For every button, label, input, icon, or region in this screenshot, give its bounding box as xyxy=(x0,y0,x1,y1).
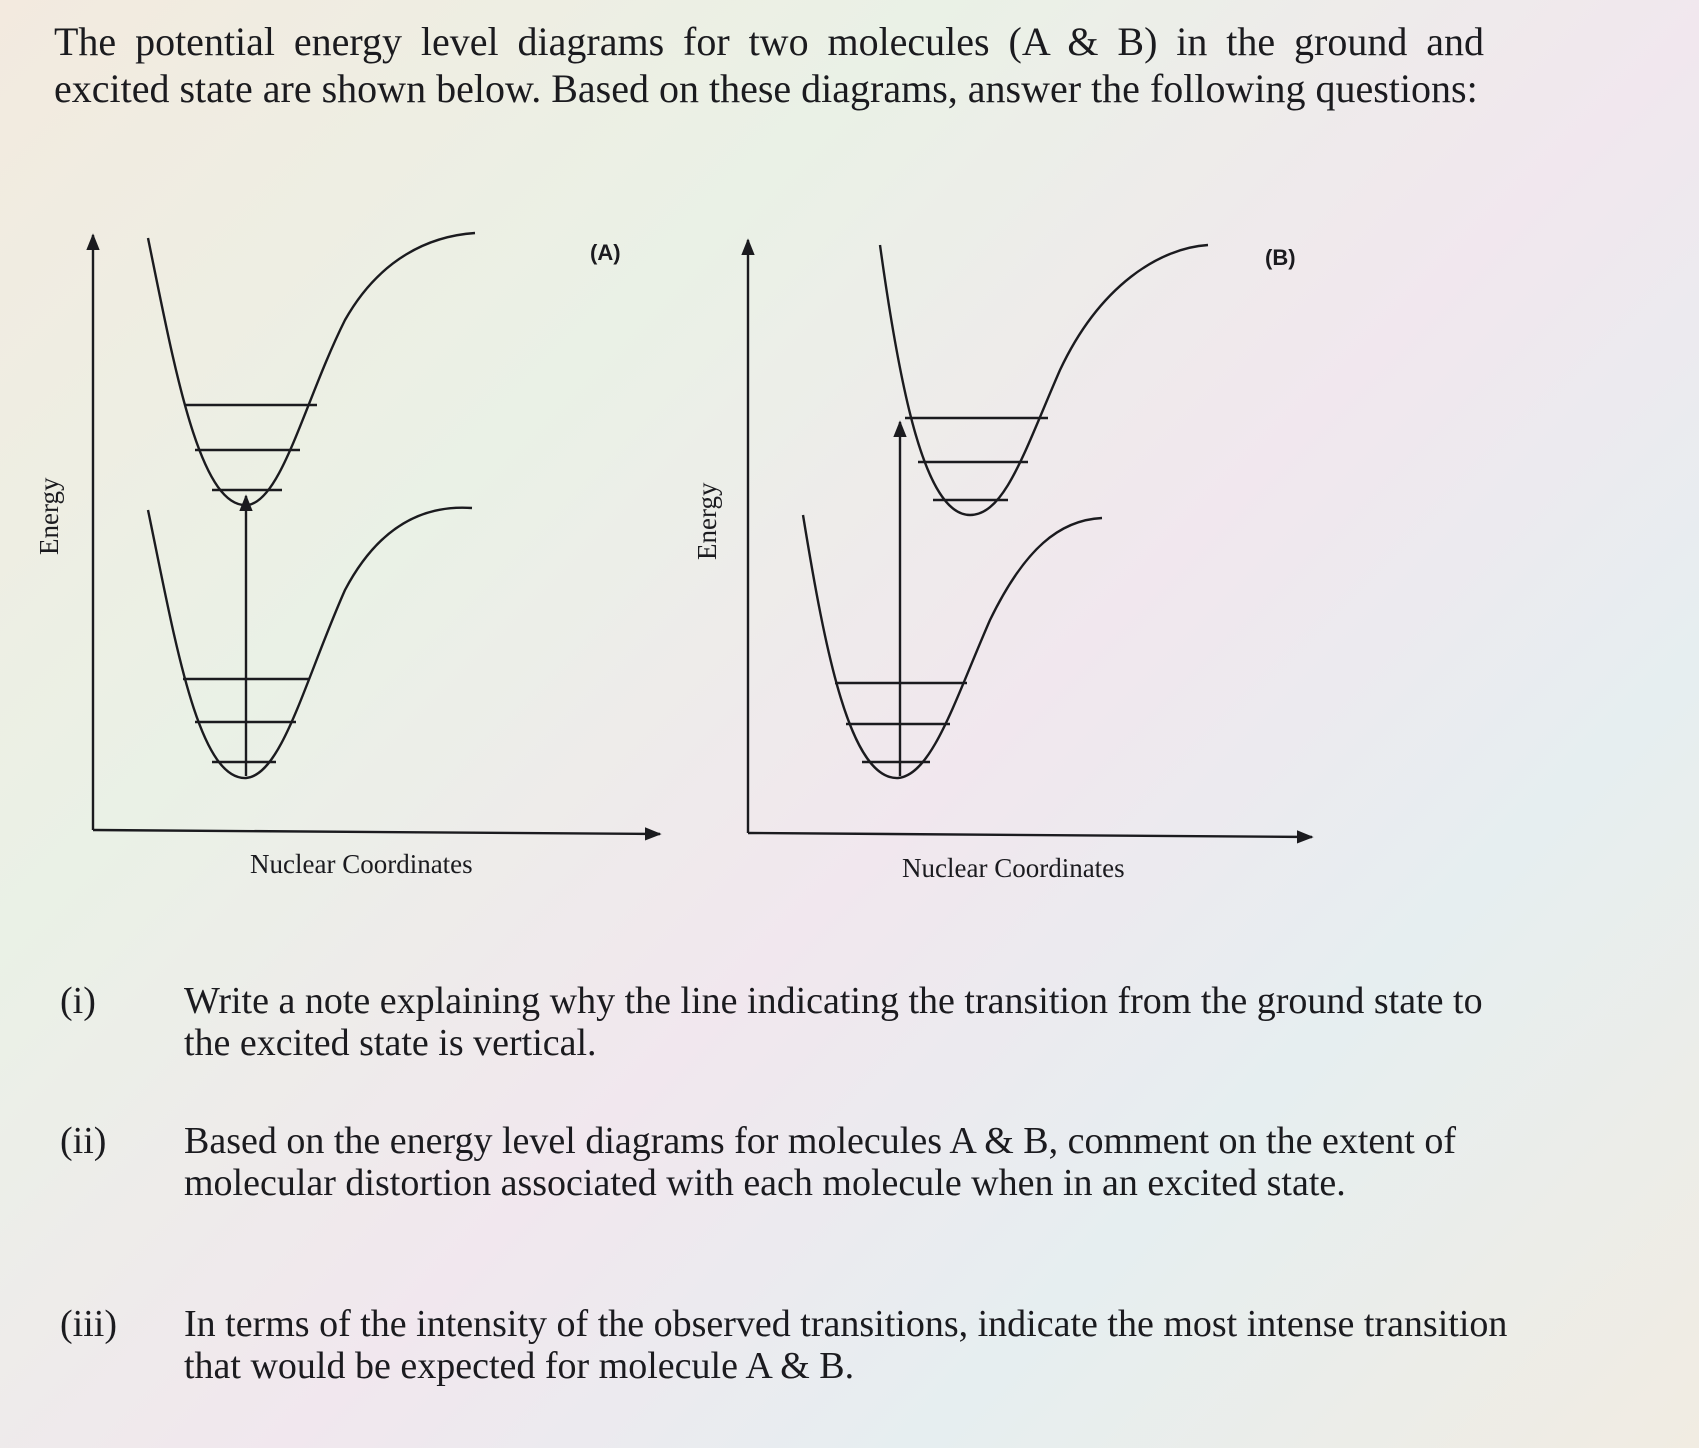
diagram-b-y-label: Energy xyxy=(692,482,722,560)
diagram-b xyxy=(748,240,1312,837)
question-iii-text: In terms of the intensity of the observed transitions, indicate the most intense transition that would be expected for molecule A & B. xyxy=(184,1303,1508,1387)
diagram-b-x-axis xyxy=(748,833,1312,837)
diagram-a xyxy=(93,233,660,834)
diagram-b-x-label: Nuclear Coordinates xyxy=(902,853,1125,883)
diagram-a-excited-curve xyxy=(148,233,475,505)
question-iii xyxy=(60,1303,1508,1393)
diagram-b-ground-curve xyxy=(803,515,1102,778)
question-i-text: Write a note explaining why the line indicating the transition from the ground state to the excited state is vertical. xyxy=(184,980,1483,1064)
diagram-b-excited-curve xyxy=(880,245,1208,515)
question-i-number: (i) xyxy=(60,980,96,1022)
question-ii-text: Based on the energy level diagrams for molecules A & B, comment on the extent of molecular distortion associated with each molecule when in an excited state. xyxy=(184,1120,1456,1204)
question-ii xyxy=(60,1120,1460,1250)
question-i xyxy=(60,980,1483,1070)
diagram-a-x-label: Nuclear Coordinates xyxy=(250,849,473,879)
diagram-a-y-label: Energy xyxy=(34,477,64,555)
question-ii-number: (ii) xyxy=(60,1120,107,1162)
diagram-b-tag: (B) xyxy=(1265,245,1296,270)
diagram-a-tag: (A) xyxy=(590,240,621,265)
diagram-a-ground-curve xyxy=(148,508,472,778)
intro-paragraph: The potential energy level diagrams for two molecules (A & B) in the ground and excited state are shown below. Based on these diagrams, answer the following questions: xyxy=(54,19,1484,111)
diagram-a-x-axis xyxy=(93,830,660,834)
question-iii-number: (iii) xyxy=(60,1303,117,1345)
